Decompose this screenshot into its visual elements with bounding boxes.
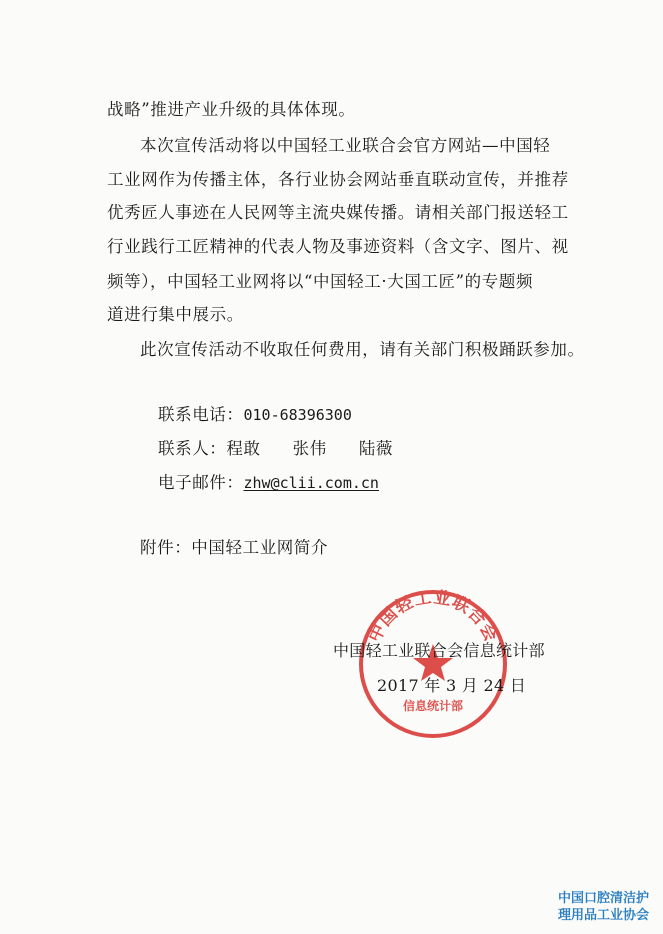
body-line-6: 频等），中国轻工业网将以“中国轻工·大国工匠”的专题频 — [107, 272, 534, 291]
attachment-line: 附件：中国轻工业网简介 — [140, 538, 329, 557]
body-line-7: 道进行集中展示。 — [107, 305, 244, 324]
contact-phone-row — [158, 405, 352, 425]
contact-email-label: 电子邮件： — [158, 473, 244, 492]
contact-person-1: 程敢 — [226, 439, 261, 458]
footer-association-logo — [558, 890, 649, 924]
contact-person-2: 张伟 — [292, 439, 327, 458]
official-seal — [357, 588, 509, 740]
footer-logo-line-1: 中国口腔清洁护 — [557, 891, 649, 906]
contact-phone-label: 联系电话： — [158, 405, 244, 424]
signature-date: 2017 年 3 月 24 日 — [377, 676, 527, 695]
body-line-8: 此次宣传活动不收取任何费用，请有关部门积极踊跃参加。 — [140, 340, 585, 359]
body-line-2: 本次宣传活动将以中国轻工业联合会官方网站—中国轻 — [140, 136, 551, 155]
body-line-5: 行业践行工匠精神的代表人物及事迹资料（含文字、图片、视 — [107, 237, 569, 256]
body-line-1: 战略”推进产业升级的具体体现。 — [107, 100, 356, 119]
contact-person-label: 联系人： — [158, 439, 227, 458]
contact-email-value: zhw@clii.com.cn — [243, 474, 379, 492]
body-line-4: 优秀匠人事迹在人民网等主流央媒传播。请相关部门报送轻工 — [107, 203, 569, 222]
seal-outer-text: 中国轻工业联合会 — [364, 588, 502, 646]
contact-phone-value: 010-68396300 — [243, 406, 352, 424]
contact-person-3: 陆薇 — [358, 439, 394, 458]
signature-org: 中国轻工业联合会信息统计部 — [333, 641, 545, 660]
contact-person-row — [158, 439, 393, 459]
seal-inner-text: 信息统计部 — [402, 699, 464, 713]
svg-text:中国轻工业联合会 — [364, 588, 502, 645]
contact-email-row — [158, 473, 379, 493]
body-line-3: 工业网作为传播主体，各行业协会网站垂直联动宣传，并推荐 — [107, 170, 569, 189]
footer-logo-line-2: 理用品工业协会 — [557, 908, 649, 923]
